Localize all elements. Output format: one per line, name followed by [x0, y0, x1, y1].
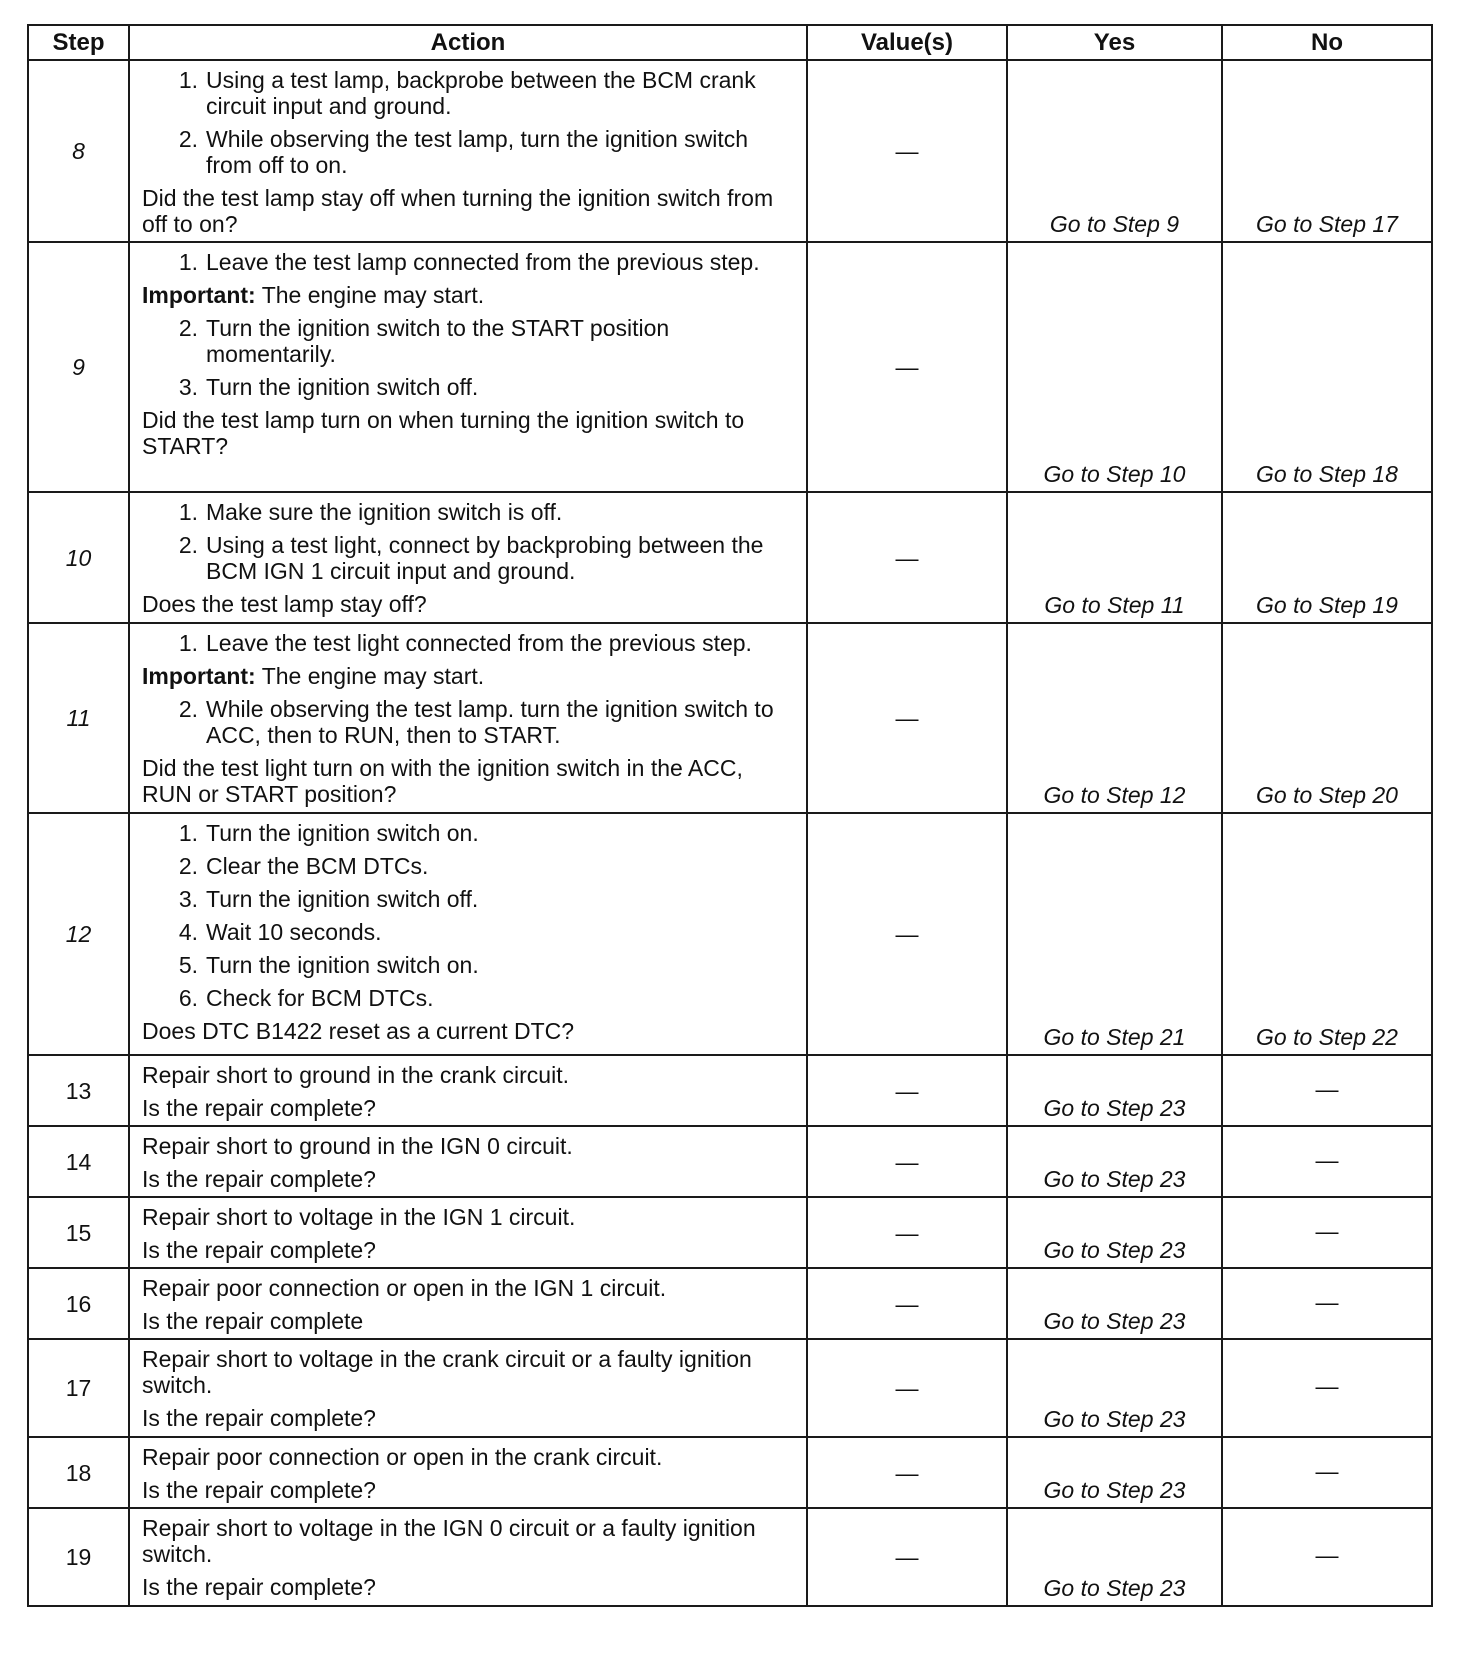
value-cell: — — [807, 813, 1007, 1055]
table-row — [28, 1197, 1432, 1268]
step-index: 2. — [178, 696, 198, 722]
table-row — [28, 1339, 1432, 1437]
important-note — [142, 663, 798, 689]
header-no: No — [1222, 25, 1432, 60]
step-text: Turn the ignition switch on. — [206, 820, 479, 846]
yes-cell: Go to Step 23 — [1007, 1197, 1222, 1268]
value-cell: — — [807, 623, 1007, 813]
action-step — [142, 630, 798, 656]
step-index: 3. — [178, 374, 198, 400]
yes-cell: Go to Step 9 — [1007, 60, 1222, 242]
action-step — [142, 919, 798, 945]
no-cell: Go to Step 19 — [1222, 492, 1432, 623]
action-step — [142, 532, 798, 584]
action-text: Repair short to voltage in the IGN 0 circuit or a faulty ignition switch. — [142, 1515, 756, 1567]
step-text: Using a test lamp, backprobe between the BCM crank circuit input and ground. — [206, 67, 756, 119]
yes-cell: Go to Step 23 — [1007, 1268, 1222, 1339]
step-number: 12 — [28, 813, 129, 1055]
value-cell: — — [807, 1339, 1007, 1437]
yes-cell: Go to Step 23 — [1007, 1339, 1222, 1437]
step-number: 19 — [28, 1508, 129, 1606]
step-text: Turn the ignition switch to the START position momentarily. — [206, 315, 670, 367]
table-row — [28, 1508, 1432, 1606]
yes-cell: Go to Step 23 — [1007, 1055, 1222, 1126]
important-text: The engine may start. — [255, 282, 485, 308]
action-cell — [129, 1437, 807, 1508]
step-text: Clear the BCM DTCs. — [206, 853, 429, 879]
step-index: 2. — [178, 853, 198, 879]
value-cell: — — [807, 1268, 1007, 1339]
yes-cell: Go to Step 12 — [1007, 623, 1222, 813]
no-cell: — — [1222, 1268, 1432, 1339]
step-text: Leave the test lamp connected from the previous step. — [206, 249, 760, 275]
action-step — [142, 67, 798, 119]
no-cell: — — [1222, 1055, 1432, 1126]
action-cell — [129, 1508, 807, 1606]
step-number: 11 — [28, 623, 129, 813]
step-index: 2. — [178, 126, 198, 152]
important-label: Important: — [142, 663, 256, 689]
value-cell: — — [807, 1437, 1007, 1508]
value-cell: — — [807, 1055, 1007, 1126]
no-cell: Go to Step 22 — [1222, 813, 1432, 1055]
action-step — [142, 820, 798, 846]
important-text: The engine may start. — [255, 663, 485, 689]
step-text: Turn the ignition switch on. — [206, 952, 479, 978]
yes-cell: Go to Step 21 — [1007, 813, 1222, 1055]
action-question: Is the repair complete? — [142, 1574, 376, 1600]
header-action: Action — [129, 25, 807, 60]
step-number: 9 — [28, 242, 129, 492]
header-row — [28, 25, 1432, 60]
action-step — [142, 126, 798, 178]
table-row — [28, 492, 1432, 623]
table-row — [28, 242, 1432, 492]
value-cell: — — [807, 1197, 1007, 1268]
no-cell: Go to Step 20 — [1222, 623, 1432, 813]
table-row — [28, 60, 1432, 242]
table-body — [28, 60, 1432, 1606]
action-step — [142, 886, 798, 912]
action-question: Did the test lamp stay off when turning the ignition switch from off to on? — [142, 185, 774, 237]
step-index: 2. — [178, 532, 198, 558]
header-values: Value(s) — [807, 25, 1007, 60]
no-cell: — — [1222, 1197, 1432, 1268]
action-question: Is the repair complete? — [142, 1166, 376, 1192]
important-note — [142, 282, 798, 308]
step-text: Using a test light, connect by backprobing between the BCM IGN 1 circuit input and ground. — [206, 532, 764, 584]
no-cell: Go to Step 17 — [1222, 60, 1432, 242]
yes-cell: Go to Step 23 — [1007, 1508, 1222, 1606]
action-question: Is the repair complete? — [142, 1477, 376, 1503]
step-index: 5. — [178, 952, 198, 978]
action-question: Does the test lamp stay off? — [142, 591, 427, 617]
action-cell — [129, 1126, 807, 1197]
action-step — [142, 374, 798, 400]
action-cell — [129, 242, 807, 492]
yes-cell: Go to Step 23 — [1007, 1126, 1222, 1197]
action-step — [142, 249, 798, 275]
yes-cell: Go to Step 11 — [1007, 492, 1222, 623]
table-row — [28, 1126, 1432, 1197]
action-text: Repair poor connection or open in the IGN 1 circuit. — [142, 1275, 667, 1301]
action-step — [142, 952, 798, 978]
action-question: Is the repair complete? — [142, 1237, 376, 1263]
step-number: 18 — [28, 1437, 129, 1508]
action-question: Did the test lamp turn on when turning the ignition switch to START? — [142, 407, 745, 459]
action-step — [142, 696, 798, 748]
step-index: 2. — [178, 315, 198, 341]
step-number: 16 — [28, 1268, 129, 1339]
action-cell — [129, 1197, 807, 1268]
step-index: 1. — [178, 499, 198, 525]
action-cell — [129, 623, 807, 813]
action-text: Repair short to voltage in the crank circuit or a faulty ignition switch. — [142, 1346, 752, 1398]
step-text: Turn the ignition switch off. — [206, 886, 479, 912]
action-text: Repair poor connection or open in the crank circuit. — [142, 1444, 663, 1470]
action-question: Is the repair complete? — [142, 1405, 376, 1431]
no-cell: — — [1222, 1339, 1432, 1437]
no-cell: — — [1222, 1126, 1432, 1197]
table-row — [28, 1055, 1432, 1126]
step-text: Make sure the ignition switch is off. — [206, 499, 563, 525]
value-cell: — — [807, 60, 1007, 242]
yes-cell: Go to Step 23 — [1007, 1437, 1222, 1508]
action-cell — [129, 60, 807, 242]
action-question: Does DTC B1422 reset as a current DTC? — [142, 1018, 575, 1044]
action-cell — [129, 492, 807, 623]
action-step — [142, 315, 798, 367]
step-number: 8 — [28, 60, 129, 242]
step-index: 6. — [178, 985, 198, 1011]
header-step: Step — [28, 25, 129, 60]
action-step — [142, 499, 798, 525]
step-number: 10 — [28, 492, 129, 623]
header-yes: Yes — [1007, 25, 1222, 60]
step-number: 17 — [28, 1339, 129, 1437]
important-label: Important: — [142, 282, 256, 308]
step-text: While observing the test lamp. turn the ignition switch to ACC, then to RUN, then to START. — [206, 696, 774, 748]
step-text: While observing the test lamp, turn the ignition switch from off to on. — [206, 126, 749, 178]
action-question: Is the repair complete? — [142, 1095, 376, 1121]
yes-cell: Go to Step 10 — [1007, 242, 1222, 492]
step-index: 3. — [178, 886, 198, 912]
action-question: Is the repair complete — [142, 1308, 364, 1334]
step-text: Turn the ignition switch off. — [206, 374, 479, 400]
action-cell — [129, 1055, 807, 1126]
step-index: 1. — [178, 630, 198, 656]
value-cell: — — [807, 1508, 1007, 1606]
step-index: 4. — [178, 919, 198, 945]
action-step — [142, 853, 798, 879]
step-number: 13 — [28, 1055, 129, 1126]
value-cell: — — [807, 1126, 1007, 1197]
step-number: 15 — [28, 1197, 129, 1268]
no-cell: — — [1222, 1437, 1432, 1508]
action-step — [142, 985, 798, 1011]
action-text: Repair short to ground in the IGN 0 circuit. — [142, 1133, 573, 1159]
table-row — [28, 623, 1432, 813]
value-cell: — — [807, 242, 1007, 492]
step-text: Check for BCM DTCs. — [206, 985, 434, 1011]
table-row — [28, 1437, 1432, 1508]
table-row — [28, 813, 1432, 1055]
action-cell — [129, 1268, 807, 1339]
action-cell — [129, 813, 807, 1055]
step-index: 1. — [178, 820, 198, 846]
step-text: Leave the test light connected from the previous step. — [206, 630, 752, 656]
step-text: Wait 10 seconds. — [206, 919, 382, 945]
action-question: Did the test light turn on with the ignition switch in the ACC, RUN or START position? — [142, 755, 743, 807]
value-cell: — — [807, 492, 1007, 623]
step-index: 1. — [178, 249, 198, 275]
no-cell: Go to Step 18 — [1222, 242, 1432, 492]
table-row — [28, 1268, 1432, 1339]
action-text: Repair short to ground in the crank circuit. — [142, 1062, 569, 1088]
no-cell: — — [1222, 1508, 1432, 1606]
action-cell — [129, 1339, 807, 1437]
step-number: 14 — [28, 1126, 129, 1197]
step-index: 1. — [178, 67, 198, 93]
action-text: Repair short to voltage in the IGN 1 circuit. — [142, 1204, 576, 1230]
diagnostic-table — [27, 24, 1433, 1607]
